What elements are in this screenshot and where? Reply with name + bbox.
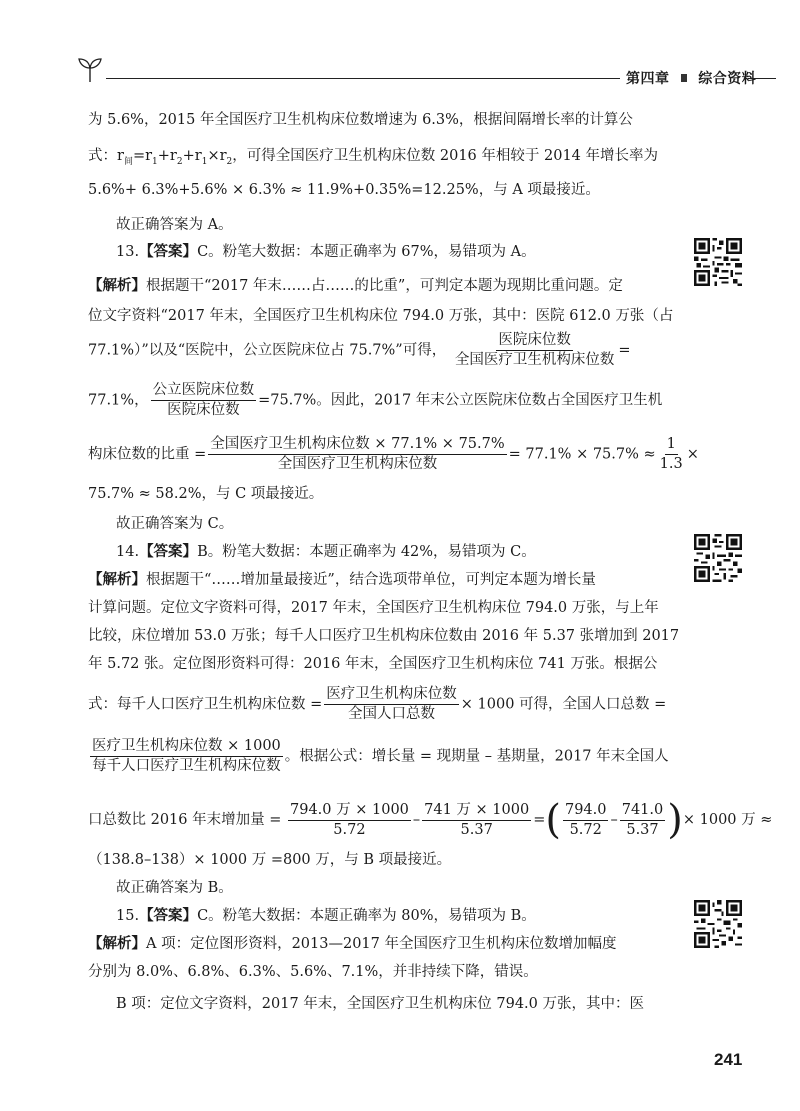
text-line — [88, 276, 623, 296]
section-label: 综合资料 — [698, 71, 757, 87]
analysis-text: 77.1%）”以及“医院中，公立医院床位占 75.7%”可得， — [88, 342, 447, 359]
text-line — [88, 738, 669, 775]
subscript: 1 — [201, 156, 208, 167]
analysis-text: 根据题干“2017 年末……占……的比重”，可判定本题为现期比重问题。定 — [146, 278, 623, 294]
numerator: 741 万 × 1000 — [422, 802, 531, 821]
subscript: 间 — [123, 156, 133, 167]
numerator: 医院床位数 — [496, 332, 573, 351]
question-13-answer — [116, 242, 536, 262]
fraction — [422, 802, 531, 839]
denominator: 每千人口医疗卫生机构床位数 — [92, 758, 281, 774]
numerator: 公立医院床位数 — [151, 382, 257, 401]
page-number: 241 — [714, 1050, 743, 1069]
text-line: 年 5.72 张。定位图形资料可得：2016 年末，全国医疗卫生机构床位 741 万张。根据公 — [88, 656, 658, 672]
answer-tag: 【答案】 — [139, 544, 198, 560]
answer-tag: 【答案】 — [139, 244, 198, 260]
answer-line: 故正确答案为 A。 — [116, 217, 233, 233]
text-line: （138.8–138）× 1000 万 =800 万，与 B 项最接近。 — [88, 852, 452, 868]
equals: = — [618, 342, 631, 359]
header-rule — [106, 78, 672, 79]
text-line — [88, 382, 662, 419]
question-14-answer — [116, 542, 536, 562]
subscript: 1 — [152, 156, 158, 167]
chapter-title — [620, 68, 762, 88]
text-line — [88, 332, 631, 369]
numerator: 741.0 — [620, 802, 666, 821]
analysis-tag: 【解析】 — [88, 278, 146, 294]
text-line: 比较，床位增加 53.0 万张；每千人口医疗卫生机构床位数由 2016 年 5.37 张增加到 2017 — [88, 628, 680, 644]
analysis-tag: 【解析】 — [88, 572, 146, 588]
numerator: 794.0 — [563, 802, 609, 821]
text-line: 75.7% ≈ 58.2%，与 C 项最接近。 — [88, 486, 324, 502]
qr-code-icon[interactable] — [694, 900, 742, 948]
formula-text: =r — [132, 148, 153, 164]
question-number: 14. — [116, 544, 140, 560]
numerator: 全国医疗卫生机构床位数 × 77.1% × 75.7% — [208, 436, 506, 455]
formula-text: +r — [182, 148, 202, 164]
fraction — [288, 802, 411, 839]
denominator: 全国人口总数 — [348, 706, 436, 722]
text-line: B 项：定位文字资料，2017 年末，全国医疗卫生机构床位 794.0 万张，其中：医 — [116, 996, 645, 1012]
minus: – — [412, 812, 421, 828]
fraction — [453, 332, 617, 369]
fraction — [151, 382, 257, 419]
fraction — [563, 802, 609, 839]
text-line — [88, 146, 658, 172]
analysis-text: 77.1%， — [88, 392, 149, 409]
text-line: 分别为 8.0%、6.8%、6.3%、5.6%、7.1%，并非持续下降，错误。 — [88, 964, 538, 980]
analysis-text: = 77.1% × 75.7% ≈ — [508, 446, 656, 463]
analysis-text: × — [686, 446, 699, 463]
analysis-text: A 项：定位图形资料，2013—2017 年全国医疗卫生机构床位数增加幅度 — [146, 936, 617, 952]
answer-tag: 【答案】 — [139, 908, 198, 924]
text-line: 位文字资料“2017 年末，全国医疗卫生机构床位 794.0 万张，其中：医院 612.0 万张（占 — [88, 308, 674, 324]
answer-text: B。粉笔大数据：本题正确率为 42%，易错项为 C。 — [197, 544, 536, 560]
chapter-separator — [681, 74, 687, 82]
numerator: 794.0 万 × 1000 — [288, 802, 411, 821]
left-paren: ( — [545, 797, 561, 843]
analysis-text: =75.7%。因此，2017 年末公立医院床位数占全国医疗卫生机 — [258, 392, 663, 409]
text-line — [88, 686, 666, 723]
equals: = — [533, 812, 546, 828]
formula-text: ×r — [207, 148, 227, 164]
denominator: 5.37 — [460, 821, 493, 838]
denominator: 1.3 — [659, 456, 683, 472]
formula-text: 式：r — [88, 148, 124, 164]
question-15-answer — [116, 906, 536, 926]
answer-text: C。粉笔大数据：本题正确率为 80%，易错项为 B。 — [197, 908, 536, 924]
subscript: 2 — [176, 156, 183, 167]
qr-code-icon[interactable] — [694, 534, 742, 582]
analysis-text: 构床位数的比重 = — [88, 446, 207, 463]
sprout-icon — [76, 56, 104, 84]
denominator: 5.72 — [333, 821, 366, 838]
analysis-text: 。根据公式：增长量 = 现期量 – 基期量，2017 年末全国人 — [284, 748, 669, 765]
text-line — [88, 797, 773, 843]
formula-text: ，可得全国医疗卫生机构床位数 2016 年相较于 2014 年增长率为 — [232, 148, 659, 164]
analysis-text: × 1000 可得，全国人口总数 = — [460, 696, 667, 713]
text-line — [88, 436, 699, 473]
text-line: 计算问题。定位文字资料可得，2017 年末，全国医疗卫生机构床位 794.0 万张，与上年 — [88, 600, 659, 616]
analysis-text: 口总数比 2016 年末增加量 = — [88, 812, 282, 828]
fraction — [620, 802, 666, 839]
fraction — [208, 436, 506, 473]
minus: – — [610, 812, 618, 828]
header-rule-end — [748, 78, 776, 79]
text-line: 为 5.6%，2015 年全国医疗卫生机构床位数增速为 6.3%，根据间隔增长率的计算公 — [88, 112, 633, 128]
subscript: 2 — [226, 156, 233, 167]
chapter-label: 第四章 — [626, 71, 670, 87]
right-paren: ) — [667, 797, 683, 843]
question-number: 15. — [116, 908, 140, 924]
numerator: 医疗卫生机构床位数 × 1000 — [90, 738, 283, 757]
fraction — [90, 738, 283, 775]
fraction — [324, 686, 459, 723]
answer-text: C。粉笔大数据：本题正确率为 67%，易错项为 A。 — [197, 244, 536, 260]
denominator: 5.72 — [569, 821, 602, 838]
answer-line: 故正确答案为 B。 — [116, 880, 233, 896]
analysis-text: 根据题干“……增加量最接近”，结合选项带单位，可判定本题为增长量 — [146, 572, 596, 588]
denominator: 全国医疗卫生机构床位数 — [454, 352, 615, 368]
denominator: 医院床位数 — [167, 402, 240, 418]
denominator: 5.37 — [626, 821, 659, 838]
denominator: 全国医疗卫生机构床位数 — [277, 456, 438, 472]
numerator: 1 — [665, 436, 678, 455]
qr-code-icon[interactable] — [694, 238, 742, 286]
text-line — [88, 934, 617, 954]
page-header — [76, 54, 776, 94]
question-number: 13. — [116, 244, 140, 260]
text-line — [88, 570, 596, 590]
analysis-text: 式：每千人口医疗卫生机构床位数 = — [88, 696, 323, 713]
text-line: 5.6%+ 6.3%+5.6% × 6.3% ≈ 11.9%+0.35%=12.25%，与 A 项最接近。 — [88, 182, 600, 198]
numerator: 医疗卫生机构床位数 — [324, 686, 459, 705]
analysis-tag: 【解析】 — [88, 936, 146, 952]
analysis-text: × 1000 万 ≈ — [682, 812, 773, 828]
answer-line: 故正确答案为 C。 — [116, 516, 234, 532]
formula-text: +r — [157, 148, 177, 164]
fraction — [658, 436, 685, 473]
